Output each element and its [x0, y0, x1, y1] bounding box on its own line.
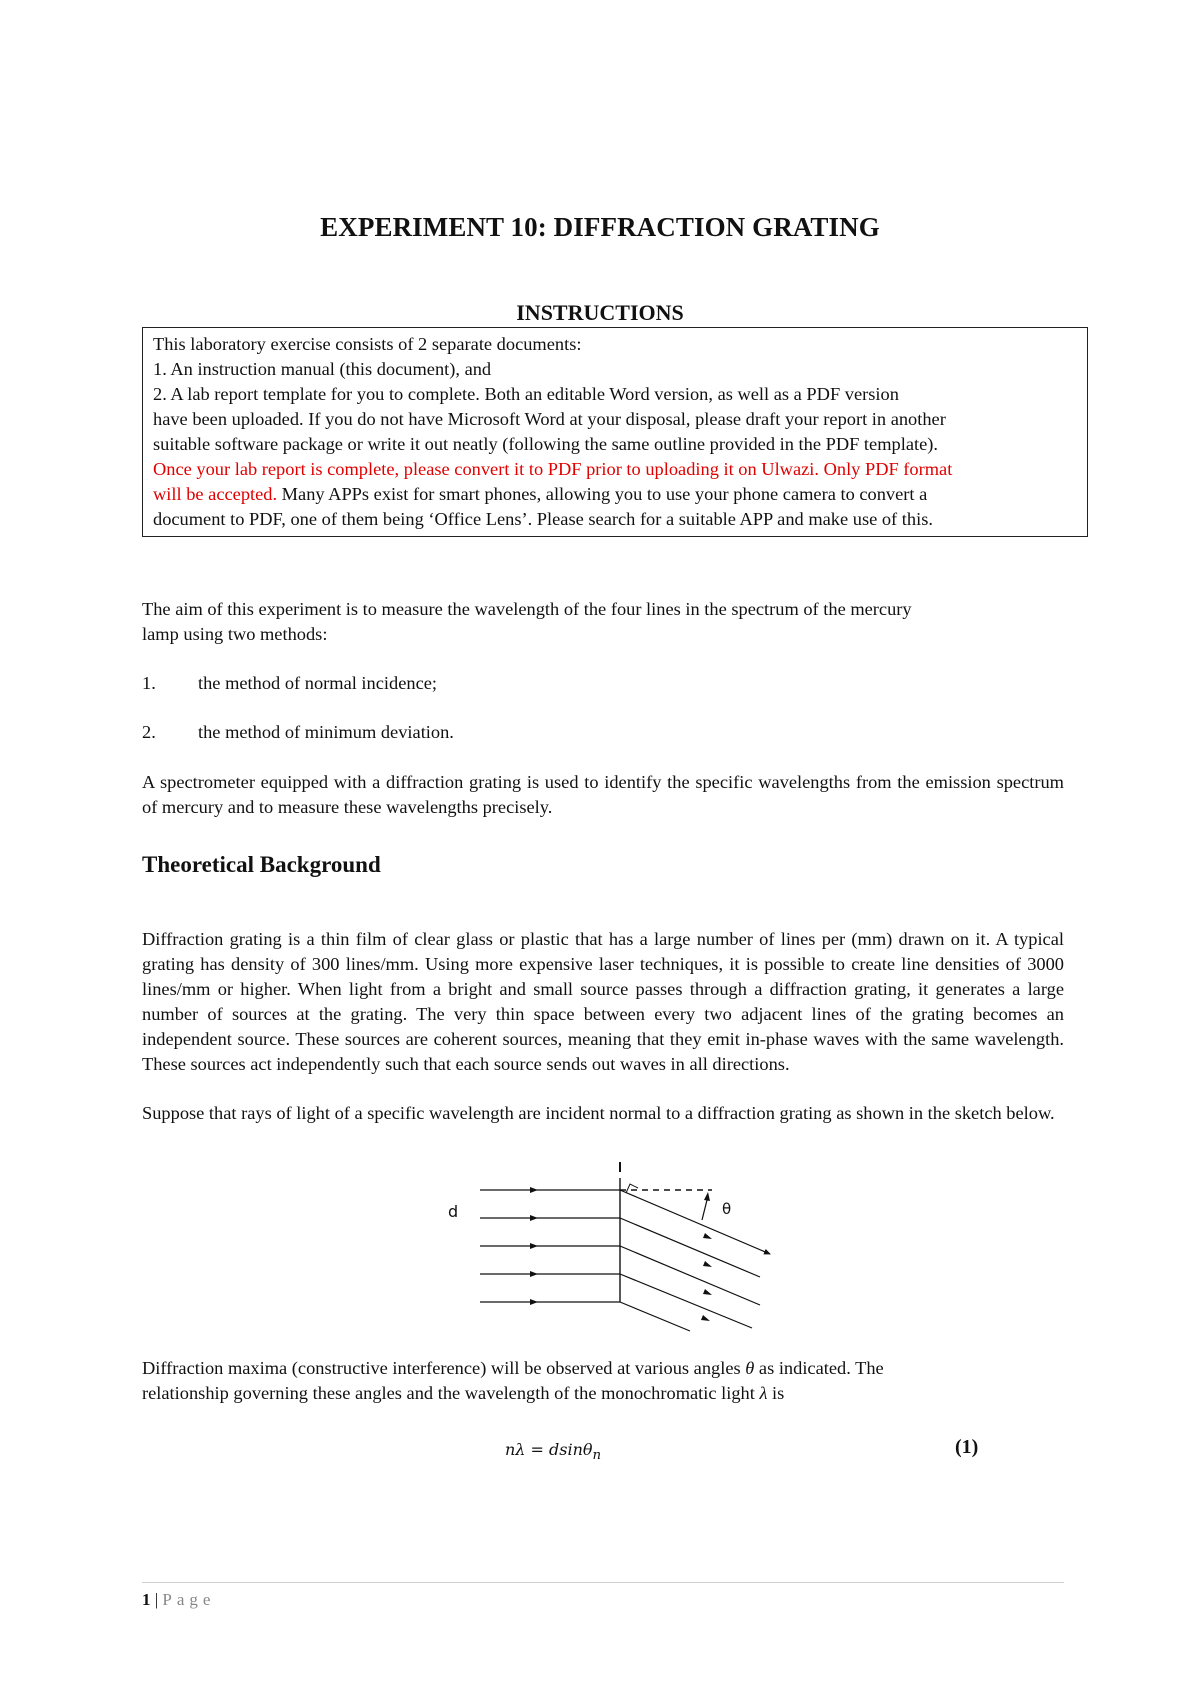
label-theta: θ [722, 1200, 732, 1218]
right-angle-marker [626, 1184, 638, 1193]
page-footer [142, 1590, 215, 1610]
incident-arrowheads [530, 1187, 538, 1305]
label-d: d [448, 1202, 459, 1221]
section-heading: Theoretical Background [142, 852, 381, 877]
page-number: 1 [142, 1590, 151, 1609]
arrowhead [703, 1289, 712, 1295]
instructions-line: document to PDF, one of them being ‘Office Lens’. Please search for a suitable APP and make use of this. [153, 509, 933, 529]
maxima-text: relationship governing these angles and the wavelength of the monochromatic light [142, 1383, 760, 1403]
grating-equation [505, 1440, 601, 1463]
instructions-line: have been uploaded. If you do not have Microsoft Word at your disposal, please draft your report in another [153, 409, 946, 429]
arrowhead [703, 1233, 712, 1239]
background-paragraph: Diffraction grating is a thin film of clear glass or plastic that has a large number of lines per (mm) drawn on it. A typical grating has density of 300 lines/mm. Using more expensive laser techniques, it is possible to create line densities of 3000 lines/mm or higher. When light from a bright and small source passes through a diffraction grating, it generates a large number of sources at the grating. The very thin space between every two adjacent lines of the grating becomes an independent source. These sources are coherent sources, meaning that they emit in-phase waves with the same wavelength. These sources act independently such that each source sends out waves in all directions. [142, 929, 1064, 1074]
aim-line-2: lamp using two methods: [142, 624, 328, 644]
arrowhead [530, 1215, 538, 1221]
document-title: EXPERIMENT 10: DIFFRACTION GRATING [320, 212, 880, 242]
aim-line-1: The aim of this experiment is to measure the wavelength of the four lines in the spectrum of the mercury [142, 599, 912, 619]
equation-subscript: n [592, 1448, 602, 1464]
instructions-line: 1. An instruction manual (this document), and [153, 359, 492, 379]
maxima-text: is [767, 1383, 785, 1403]
maxima-line-2 [142, 1381, 1064, 1406]
arrowhead [530, 1271, 538, 1277]
lambda-symbol: λ [759, 1383, 768, 1403]
diffracted-ray [620, 1302, 690, 1331]
instructions-heading: INSTRUCTIONS [516, 300, 684, 325]
arrowhead [530, 1243, 538, 1249]
theta-symbol: θ [745, 1358, 755, 1378]
diffracted-ray [620, 1218, 760, 1277]
grating-sketch-intro: Suppose that rays of light of a specific wavelength are incident normal to a diffraction grating as shown in the sketch below. [142, 1103, 1055, 1123]
maxima-line-1 [142, 1356, 1064, 1381]
maxima-text: Diffraction maxima (constructive interference) will be observed at various angles [142, 1358, 746, 1378]
arrowhead [701, 1315, 710, 1321]
equation-text: nλ = dsinθ [505, 1440, 593, 1459]
instructions-box [142, 327, 1088, 537]
diffracted-rays [620, 1190, 770, 1331]
instructions-line: This laboratory exercise consists of 2 separate documents: [153, 334, 582, 354]
arrowhead [703, 1261, 712, 1267]
incident-rays [480, 1190, 620, 1302]
instructions-warning-tail: will be accepted. [153, 484, 278, 504]
diffracted-ray [620, 1246, 760, 1305]
page-label: Page [162, 1590, 216, 1609]
method-text: the method of minimum deviation. [198, 722, 454, 742]
footer-separator: | [150, 1590, 163, 1609]
instructions-line: 2. A lab report template for you to complete. Both an editable Word version, as well as a PDF version [153, 384, 899, 404]
arrowhead [530, 1299, 538, 1305]
instructions-apps-note: Many APPs exist for smart phones, allowing you to use your phone camera to convert a [277, 484, 928, 504]
arrowhead [704, 1192, 710, 1201]
equation-number: (1) [955, 1436, 979, 1458]
instructions-warning-line: Once your lab report is complete, please convert it to PDF prior to uploading it on Ulwazi. Only PDF format [153, 459, 953, 479]
method-number: 2. [142, 722, 156, 742]
arrowhead [530, 1187, 538, 1193]
method-number: 1. [142, 673, 156, 693]
instructions-line: suitable software package or write it out neatly (following the same outline provided in the PDF template). [153, 434, 938, 454]
diffracted-ray [620, 1274, 752, 1328]
diffraction-grating-diagram [440, 1162, 800, 1332]
maxima-text: as indicated. The [754, 1358, 884, 1378]
spectrometer-paragraph: A spectrometer equipped with a diffraction grating is used to identify the specific wavelengths from the emission spectrum of mercury and to measure these wavelengths precisely. [142, 772, 1064, 817]
footer-divider [142, 1582, 1064, 1583]
diffracted-ray [620, 1190, 770, 1254]
method-text: the method of normal incidence; [198, 673, 437, 693]
